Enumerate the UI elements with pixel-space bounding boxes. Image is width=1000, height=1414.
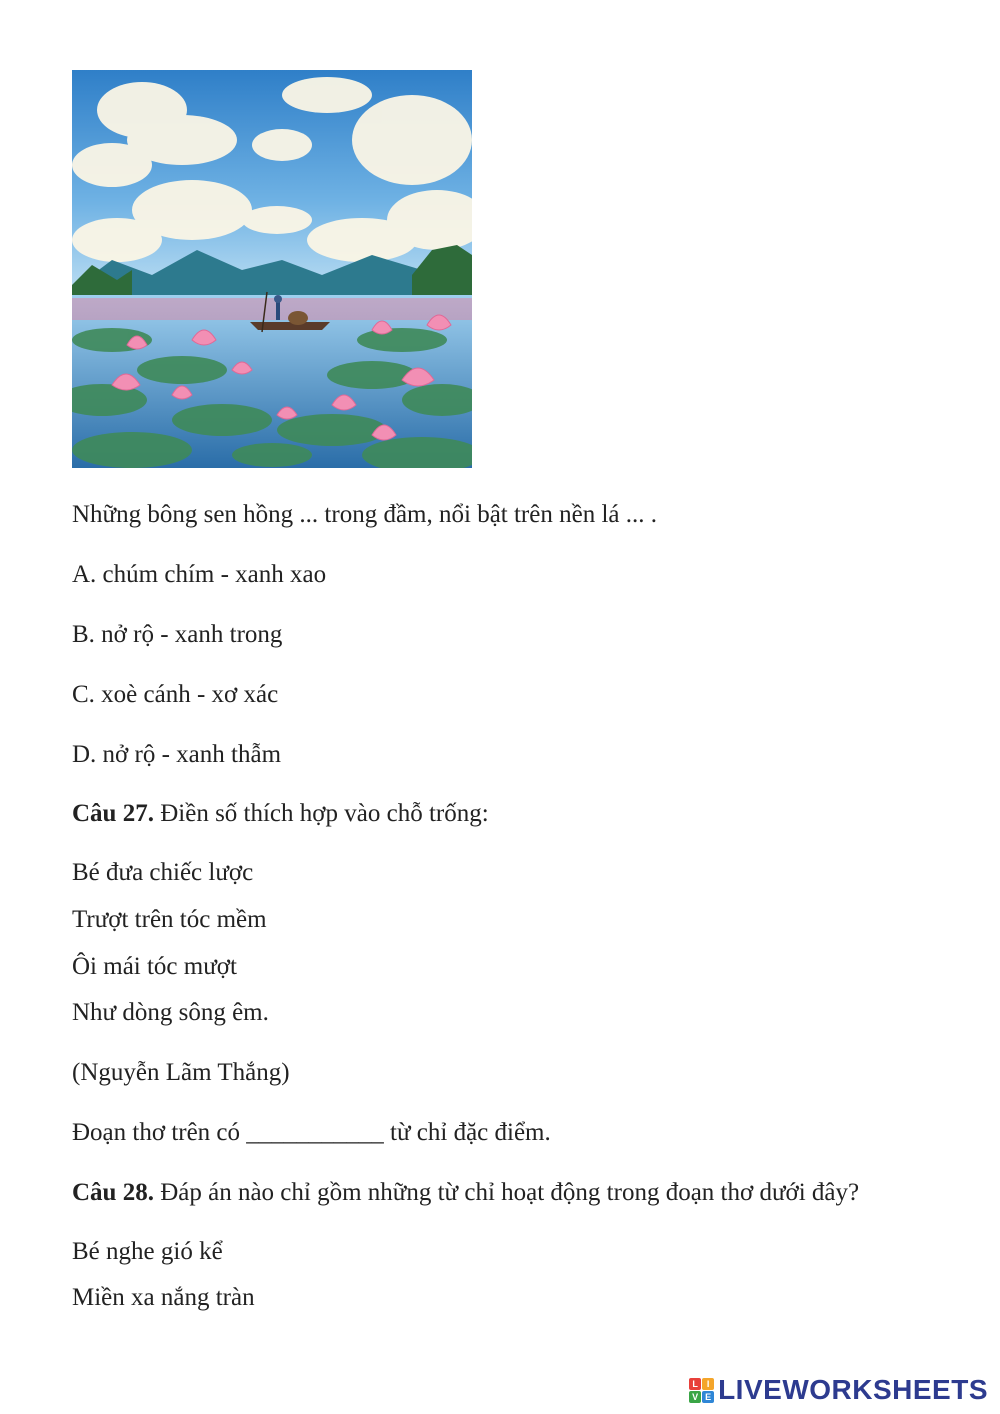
question-27-answer-blank[interactable]: Đoạn thơ trên có ___________ từ chỉ đặc điểm.	[72, 1119, 551, 1146]
question-26-sentence: Những bông sen hồng ... trong đầm, nổi bật trên nền lá ... .	[72, 501, 657, 528]
poem-28-line-1: Bé nghe gió kể	[72, 1238, 223, 1265]
question-27-heading	[72, 799, 489, 829]
option-c[interactable]: C. xoè cánh - xơ xác	[72, 681, 279, 708]
poem-27-line-1: Bé đưa chiếc lược	[72, 859, 254, 886]
logo-tile-e: E	[702, 1391, 714, 1403]
question-27-prompt: Điền số thích hợp vào chỗ trống:	[153, 800, 489, 827]
question-28-label: Câu 28.	[72, 1179, 154, 1206]
option-a[interactable]: A. chúm chím - xanh xao	[72, 561, 327, 588]
option-b[interactable]: B. nở rộ - xanh trong	[72, 621, 283, 648]
poem-27-line-4: Như dòng sông êm.	[72, 999, 269, 1026]
logo-tile-v: V	[689, 1391, 701, 1403]
question-28-heading	[72, 1178, 859, 1208]
liveworksheets-logo	[689, 1374, 988, 1406]
logo-text: LIVEWORKSHEETS	[718, 1374, 988, 1405]
poem-27-line-2: Trượt trên tóc mềm	[72, 906, 267, 933]
question-27-label: Câu 27.	[72, 800, 154, 827]
question-28-prompt: Đáp án nào chỉ gồm những từ chỉ hoạt động trong đoạn thơ dưới đây?	[153, 1179, 860, 1206]
poem-28-line-2: Miền xa nắng tràn	[72, 1284, 255, 1311]
option-d[interactable]: D. nở rộ - xanh thẫm	[72, 741, 282, 768]
poem-27-author: (Nguyễn Lãm Thắng)	[72, 1059, 290, 1086]
logo-tile-i: I	[702, 1378, 714, 1390]
poem-27-line-3: Ôi mái tóc mượt	[72, 953, 237, 980]
logo-tile-l: L	[689, 1378, 701, 1390]
logo-grid-icon	[689, 1378, 714, 1403]
lotus-pond-image	[72, 70, 472, 468]
